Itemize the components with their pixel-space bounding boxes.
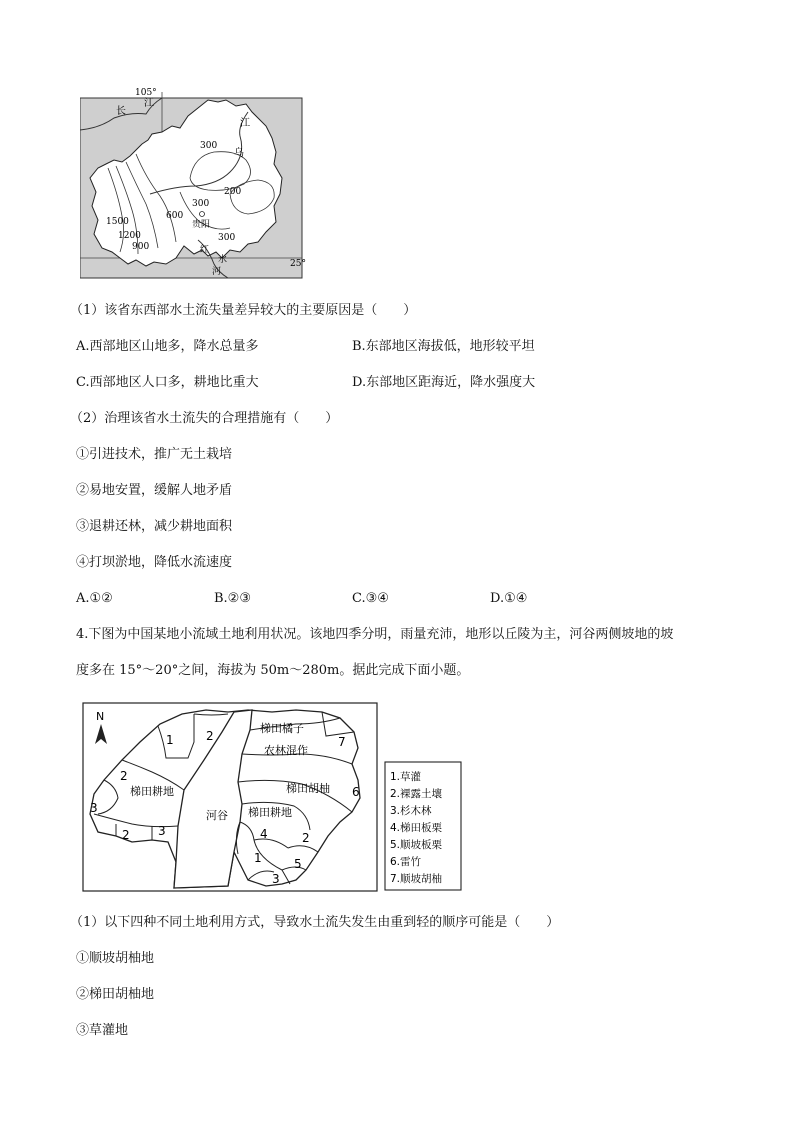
q2-item: ①引进技术，推广无土栽培 (76, 447, 233, 462)
parcel-number: 1 (254, 851, 262, 865)
lat-label: 25° (290, 259, 306, 269)
lon-label: 105° (135, 88, 157, 98)
parcel-number: 3 (272, 872, 280, 886)
legend-item: 2.裸露土壤 (390, 788, 443, 800)
legend-item: 4.梯田板栗 (390, 822, 443, 834)
north-label: N (96, 710, 105, 723)
q5-item: ③草灌地 (76, 1023, 129, 1038)
guizhou-erosion-map (80, 82, 306, 282)
isoline-value: 600 (166, 211, 184, 221)
q2-option-c[interactable]: C.③④ (352, 591, 389, 606)
isoline-value: 1200 (118, 231, 141, 241)
isoline-value: 300 (218, 233, 236, 243)
q1-stem: （1）该省东西部水土流失量差异较大的主要原因是（ ） (70, 303, 417, 318)
legend-item: 5.顺坡板栗 (390, 839, 443, 851)
parcel-number: 1 (166, 733, 174, 747)
parcel-number: 3 (158, 824, 166, 838)
river-label: 江 (144, 98, 154, 109)
land-use-map (82, 702, 464, 894)
landuse-label: 梯田耕地 (248, 806, 292, 819)
landuse-label: 农林混作 (264, 744, 308, 757)
parcel-number: 4 (260, 827, 268, 841)
parcel-number: 2 (122, 828, 130, 842)
river-label: 乌 (234, 148, 244, 159)
parcel-number: 2 (120, 769, 128, 783)
q5-stem: （1）以下四种不同土地利用方式，导致水土流失发生由重到轻的顺序可能是（ ） (70, 915, 560, 930)
isoline-value: 300 (200, 141, 218, 151)
parcel-number: 6 (352, 785, 360, 799)
legend-item: 3.杉木林 (390, 805, 432, 817)
legend-item: 7.顺坡胡柚 (390, 873, 443, 885)
q5-item: ②梯田胡柚地 (76, 987, 155, 1002)
river-label: 红 (200, 245, 210, 255)
isoline-value: 900 (132, 242, 150, 252)
q2-option-a[interactable]: A.①② (76, 591, 113, 606)
city-label: 贵阳 (192, 220, 211, 230)
guiyang-dot (200, 212, 205, 217)
isoline-value: 1500 (106, 217, 129, 227)
landuse-label: 梯田橘子 (260, 722, 304, 735)
q2-option-d[interactable]: D.①④ (490, 591, 528, 606)
isoline-value: 200 (224, 187, 242, 197)
q4-intro-line1: 4.下图为中国某地小流域土地利用状况。该地四季分明，雨量充沛，地形以丘陵为主，河谷两侧坡地的坡 (76, 627, 674, 642)
parcel-number: 3 (90, 801, 98, 815)
q2-option-b[interactable]: B.②③ (214, 591, 251, 606)
river-label: 水 (218, 255, 228, 265)
parcel-number: 5 (294, 857, 302, 871)
q1-option-a[interactable]: A.西部地区山地多，降水总量多 (76, 339, 259, 354)
landuse-label: 梯田耕地 (130, 785, 174, 798)
q5-item: ①顺坡胡柚地 (76, 951, 155, 966)
isoline-value: 300 (192, 199, 210, 209)
parcel-number: 2 (206, 729, 214, 743)
q2-item: ②易地安置，缓解人地矛盾 (76, 483, 233, 498)
q4-intro-line2: 度多在 15°～20°之间，海拔为 50m～280m。据此完成下面小题。 (76, 663, 470, 678)
q2-item: ③退耕还林，减少耕地面积 (76, 519, 233, 534)
parcel-number: 7 (338, 735, 346, 749)
river-label: 河 (212, 267, 222, 277)
legend-item: 1.草灌 (390, 771, 422, 783)
q1-option-c[interactable]: C.西部地区人口多，耕地比重大 (76, 375, 259, 390)
q2-item: ④打坝淤地，降低水流速度 (76, 555, 233, 570)
valley-label: 河谷 (206, 809, 228, 822)
river-label: 长 (116, 106, 126, 117)
legend-item: 6.雷竹 (390, 856, 422, 868)
landuse-label: 梯田胡柚 (286, 782, 330, 795)
q1-option-b[interactable]: B.东部地区海拔低，地形较平坦 (352, 339, 535, 354)
q2-stem: （2）治理该省水土流失的合理措施有（ ） (70, 411, 339, 426)
parcel-number: 2 (302, 831, 310, 845)
q1-option-d[interactable]: D.东部地区距海近，降水强度大 (352, 375, 536, 390)
river-label: 江 (240, 118, 250, 129)
